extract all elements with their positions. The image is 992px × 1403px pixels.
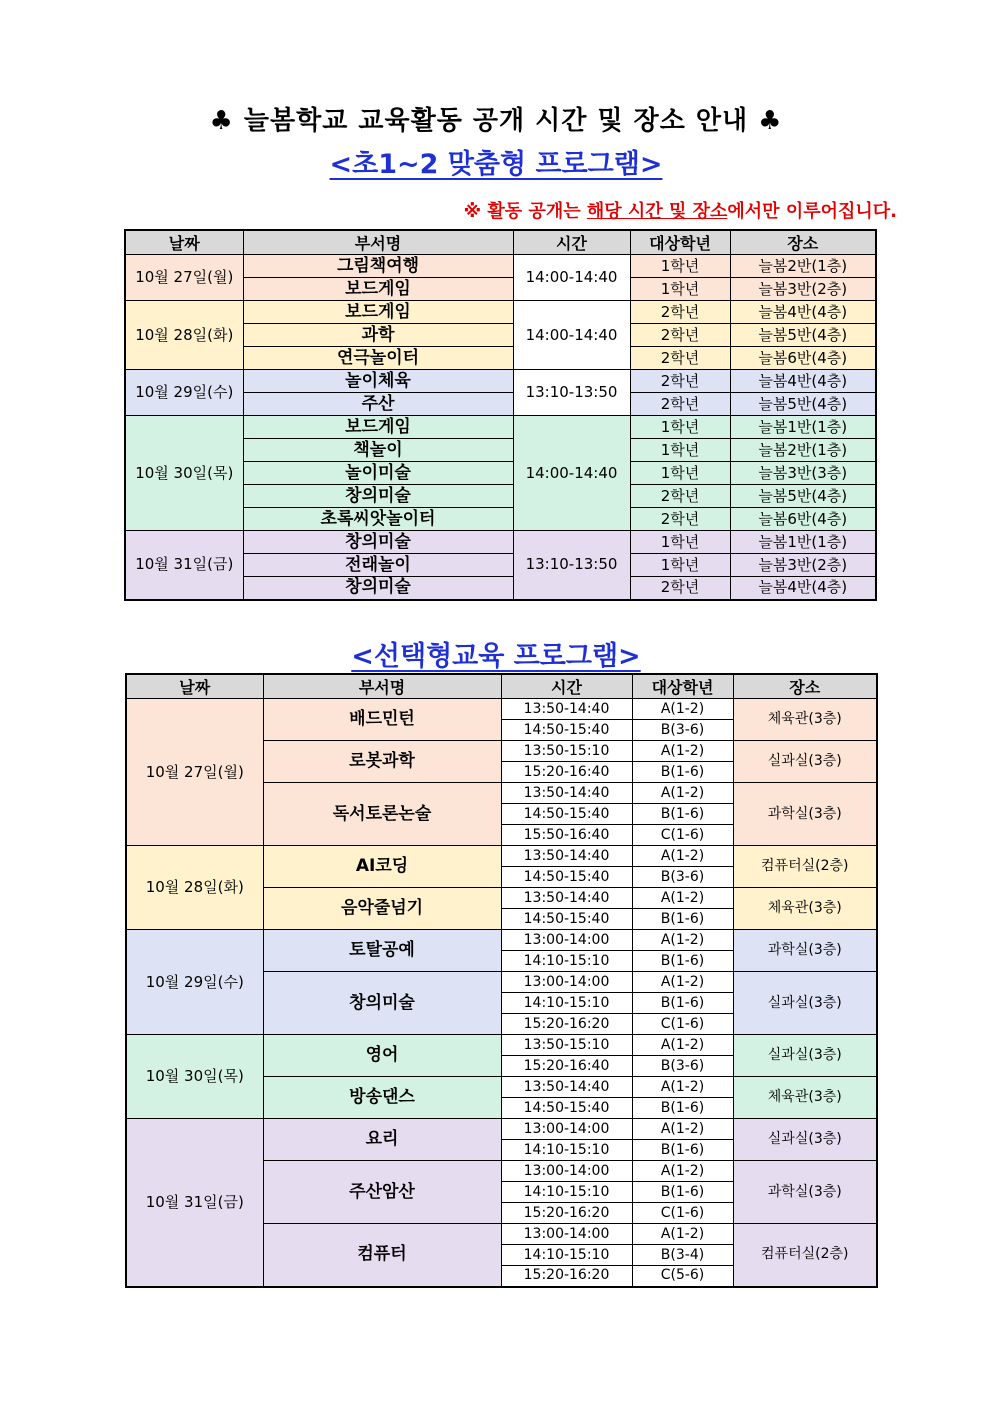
grade-cell: 2학년 (630, 485, 730, 508)
grade-cell: 1학년 (630, 462, 730, 485)
time-cell: 13:10-13:50 (513, 370, 630, 416)
program-cell: 토탈공예 (263, 930, 501, 972)
table-row (126, 1035, 877, 1056)
location-cell: 늘봄3반(2층) (730, 278, 876, 301)
time-cell: 13:00-14:00 (501, 1161, 632, 1182)
grade-cell: 1학년 (630, 531, 730, 554)
program-cell: 요리 (263, 1119, 501, 1161)
date-cell: 10월 30일(목) (126, 1035, 263, 1119)
grade-cell: 1학년 (630, 255, 730, 278)
table-row (125, 301, 876, 324)
time-cell: 14:10-15:10 (501, 993, 632, 1014)
group-cell: A(1-2) (632, 783, 733, 804)
program-cell: 방송댄스 (263, 1077, 501, 1119)
location-cell: 체육관(3층) (733, 699, 877, 741)
custom-program-table (124, 229, 877, 601)
program-cell: 배드민턴 (263, 699, 501, 741)
date-cell: 10월 29일(수) (126, 930, 263, 1035)
location-cell: 늘봄6반(4층) (730, 347, 876, 370)
program-cell: 책놀이 (243, 439, 513, 462)
program-cell: 놀이미술 (243, 462, 513, 485)
program-cell: AI코딩 (263, 846, 501, 888)
table-row (125, 416, 876, 439)
location-cell: 과학실(3층) (733, 930, 877, 972)
location-cell: 늘봄2반(1층) (730, 255, 876, 278)
time-cell: 14:50-15:40 (501, 1098, 632, 1119)
group-cell: B(1-6) (632, 804, 733, 825)
grade-cell: 1학년 (630, 439, 730, 462)
program-cell: 과학 (243, 324, 513, 347)
group-cell: A(1-2) (632, 930, 733, 951)
location-cell: 늘봄5반(4층) (730, 324, 876, 347)
program-cell: 보드게임 (243, 301, 513, 324)
location-cell: 늘봄5반(4층) (730, 485, 876, 508)
group-cell: A(1-2) (632, 846, 733, 867)
time-cell: 13:10-13:50 (513, 531, 630, 600)
time-cell: 14:10-15:10 (501, 1140, 632, 1161)
program-cell: 창의미술 (243, 485, 513, 508)
location-cell: 늘봄2반(1층) (730, 439, 876, 462)
table-row (125, 531, 876, 554)
time-cell: 13:50-14:40 (501, 1077, 632, 1098)
group-cell: A(1-2) (632, 972, 733, 993)
group-cell: B(1-6) (632, 1182, 733, 1203)
location-cell: 늘봄6반(4층) (730, 508, 876, 531)
page-title: ♣ 늘봄학교 교육활동 공개 시간 및 장소 안내 ♣ (209, 106, 783, 136)
grade-cell: 2학년 (630, 577, 730, 600)
date-cell: 10월 27일(월) (125, 255, 243, 301)
group-cell: A(1-2) (632, 1161, 733, 1182)
notice-underlined: 해당 시간 및 장소 (586, 201, 728, 222)
location-cell: 늘봄4반(4층) (730, 577, 876, 600)
date-cell: 10월 28일(화) (125, 301, 243, 370)
header-date: 날짜 (125, 230, 243, 255)
table-row (125, 370, 876, 393)
program-cell: 독서토론논술 (263, 783, 501, 846)
time-cell: 15:20-16:20 (501, 1266, 632, 1287)
grade-cell: 2학년 (630, 301, 730, 324)
program-cell: 보드게임 (243, 416, 513, 439)
time-cell: 14:00-14:40 (513, 255, 630, 301)
location-cell: 늘봄3반(2층) (730, 554, 876, 577)
location-cell: 실과실(3층) (733, 1035, 877, 1077)
program-cell: 주산 (243, 393, 513, 416)
header-grade: 대상학년 (632, 674, 733, 699)
location-cell: 실과실(3층) (733, 972, 877, 1035)
time-cell: 15:20-16:20 (501, 1014, 632, 1035)
time-cell: 13:00-14:00 (501, 930, 632, 951)
time-cell: 14:50-15:40 (501, 804, 632, 825)
table-row (126, 930, 877, 951)
location-cell: 늘봄1반(1층) (730, 416, 876, 439)
time-cell: 15:50-16:40 (501, 825, 632, 846)
program-cell: 그림책여행 (243, 255, 513, 278)
time-cell: 14:00-14:40 (513, 416, 630, 531)
table-row (126, 846, 877, 867)
group-cell: A(1-2) (632, 1224, 733, 1245)
time-cell: 14:10-15:10 (501, 1245, 632, 1266)
date-cell: 10월 29일(수) (125, 370, 243, 416)
time-cell: 13:50-14:40 (501, 699, 632, 720)
group-cell: B(1-6) (632, 1098, 733, 1119)
location-cell: 과학실(3층) (733, 1161, 877, 1224)
table-header-row (126, 674, 877, 699)
program-cell: 연극놀이터 (243, 347, 513, 370)
grade-cell: 1학년 (630, 278, 730, 301)
time-cell: 13:00-14:00 (501, 972, 632, 993)
location-cell: 실과실(3층) (733, 741, 877, 783)
group-cell: B(1-6) (632, 762, 733, 783)
time-cell: 14:00-14:40 (513, 301, 630, 370)
time-cell: 15:20-16:40 (501, 762, 632, 783)
notice-prefix: ※ 활동 공개는 (463, 201, 587, 222)
group-cell: B(3-6) (632, 867, 733, 888)
location-cell: 컴퓨터실(2층) (733, 846, 877, 888)
location-cell: 컴퓨터실(2층) (733, 1224, 877, 1287)
table-row (126, 699, 877, 720)
table-header-row (125, 230, 876, 255)
location-cell: 늘봄4반(4층) (730, 370, 876, 393)
time-cell: 13:50-14:40 (501, 783, 632, 804)
notice (464, 197, 897, 223)
elective-program-table (125, 673, 878, 1288)
time-cell: 15:20-16:20 (501, 1203, 632, 1224)
header-location: 장소 (730, 230, 876, 255)
table-row (126, 1119, 877, 1140)
program-cell: 창의미술 (263, 972, 501, 1035)
date-cell: 10월 28일(화) (126, 846, 263, 930)
header-program: 부서명 (263, 674, 501, 699)
group-cell: B(1-6) (632, 993, 733, 1014)
location-cell: 체육관(3층) (733, 1077, 877, 1119)
group-cell: A(1-2) (632, 888, 733, 909)
time-cell: 14:10-15:10 (501, 1182, 632, 1203)
time-cell: 14:10-15:10 (501, 951, 632, 972)
group-cell: A(1-2) (632, 1077, 733, 1098)
location-cell: 과학실(3층) (733, 783, 877, 846)
location-cell: 늘봄4반(4층) (730, 301, 876, 324)
program-cell: 음악줄넘기 (263, 888, 501, 930)
time-cell: 15:20-16:40 (501, 1056, 632, 1077)
group-cell: B(1-6) (632, 909, 733, 930)
grade-cell: 1학년 (630, 554, 730, 577)
section2-title: <선택형교육 프로그램> (351, 641, 641, 672)
grade-cell: 2학년 (630, 508, 730, 531)
program-cell: 영어 (263, 1035, 501, 1077)
section1-title: <초1~2 맞춤형 프로그램> (329, 149, 663, 180)
program-cell: 주산암산 (263, 1161, 501, 1224)
group-cell: C(5-6) (632, 1266, 733, 1287)
program-cell: 창의미술 (243, 577, 513, 600)
time-cell: 14:50-15:40 (501, 909, 632, 930)
header-program: 부서명 (243, 230, 513, 255)
program-cell: 전래놀이 (243, 554, 513, 577)
notice-suffix: 에서만 이루어집니다. (727, 201, 897, 222)
grade-cell: 2학년 (630, 347, 730, 370)
time-cell: 13:50-15:10 (501, 1035, 632, 1056)
program-cell: 초록씨앗놀이터 (243, 508, 513, 531)
table-row (125, 255, 876, 278)
time-cell: 14:50-15:40 (501, 867, 632, 888)
location-cell: 늘봄3반(3층) (730, 462, 876, 485)
group-cell: B(1-6) (632, 951, 733, 972)
header-time: 시간 (513, 230, 630, 255)
location-cell: 늘봄1반(1층) (730, 531, 876, 554)
time-cell: 13:50-14:40 (501, 846, 632, 867)
date-cell: 10월 31일(금) (125, 531, 243, 600)
grade-cell: 1학년 (630, 416, 730, 439)
program-cell: 로봇과학 (263, 741, 501, 783)
location-cell: 늘봄5반(4층) (730, 393, 876, 416)
date-cell: 10월 31일(금) (126, 1119, 263, 1287)
time-cell: 14:50-15:40 (501, 720, 632, 741)
group-cell: C(1-6) (632, 825, 733, 846)
grade-cell: 2학년 (630, 393, 730, 416)
header-time: 시간 (501, 674, 632, 699)
time-cell: 13:00-14:00 (501, 1224, 632, 1245)
location-cell: 실과실(3층) (733, 1119, 877, 1161)
header-grade: 대상학년 (630, 230, 730, 255)
program-cell: 창의미술 (243, 531, 513, 554)
time-cell: 13:00-14:00 (501, 1119, 632, 1140)
date-cell: 10월 30일(목) (125, 416, 243, 531)
program-cell: 놀이체육 (243, 370, 513, 393)
group-cell: B(3-4) (632, 1245, 733, 1266)
program-cell: 컴퓨터 (263, 1224, 501, 1287)
group-cell: A(1-2) (632, 741, 733, 762)
group-cell: A(1-2) (632, 699, 733, 720)
header-date: 날짜 (126, 674, 263, 699)
group-cell: C(1-6) (632, 1014, 733, 1035)
group-cell: A(1-2) (632, 1119, 733, 1140)
group-cell: B(3-6) (632, 1056, 733, 1077)
location-cell: 체육관(3층) (733, 888, 877, 930)
group-cell: C(1-6) (632, 1203, 733, 1224)
group-cell: A(1-2) (632, 1035, 733, 1056)
time-cell: 13:50-15:10 (501, 741, 632, 762)
grade-cell: 2학년 (630, 324, 730, 347)
header-location: 장소 (733, 674, 877, 699)
program-cell: 보드게임 (243, 278, 513, 301)
group-cell: B(1-6) (632, 1140, 733, 1161)
grade-cell: 2학년 (630, 370, 730, 393)
date-cell: 10월 27일(월) (126, 699, 263, 846)
group-cell: B(3-6) (632, 720, 733, 741)
time-cell: 13:50-14:40 (501, 888, 632, 909)
